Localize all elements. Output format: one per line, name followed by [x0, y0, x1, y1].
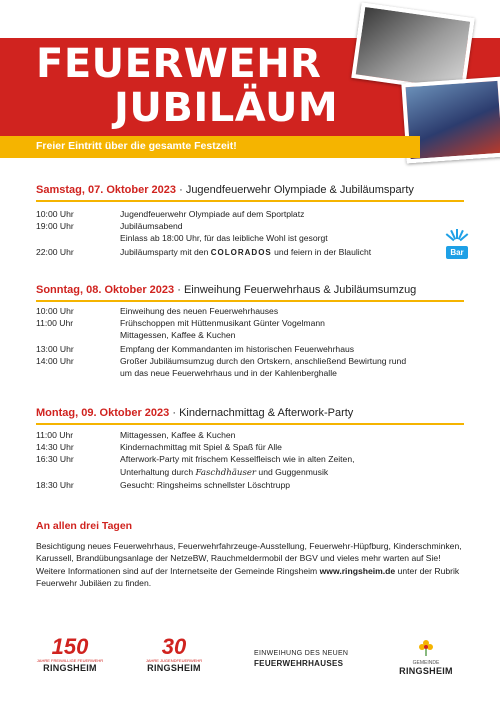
separator: ·	[177, 284, 181, 296]
free-entry-bar	[0, 136, 420, 158]
section-date: Sonntag, 08. Oktober 2023	[36, 284, 175, 296]
section-divider	[36, 423, 464, 425]
section-divider	[36, 300, 464, 302]
separator: ·	[179, 184, 183, 196]
separator: ·	[172, 407, 176, 419]
section-divider	[36, 200, 464, 202]
section-subtitle: Jugendfeuerwehr Olympiade & Jubiläumsparty	[185, 184, 414, 196]
page-title	[36, 42, 338, 130]
logo-150-years: 150 JAHRE FREIWILLIGE FEUERWEHR RINGSHEIM	[36, 634, 104, 673]
free-entry-text: Freier Eintritt über die gesamte Festzeit!	[36, 140, 237, 152]
band-name: COLORADOS	[210, 248, 272, 257]
bar-label: Bar	[446, 246, 468, 259]
section-monday-heading	[36, 407, 353, 419]
section-saturday-heading	[36, 184, 414, 196]
logo-30-years: 30 JAHRE JUGENDFEUERWEHR RINGSHEIM	[145, 634, 203, 673]
section-subtitle: Einweihung Feuerwehrhaus & Jubiläumsumzug	[183, 284, 417, 296]
logo-gemeinde-ringsheim: GEMEINDE RINGSHEIM	[396, 638, 456, 676]
website-link[interactable]: www.ringsheim.de	[319, 565, 396, 576]
section-sunday-heading	[36, 284, 416, 296]
all-days-heading: An allen drei Tagen	[36, 520, 133, 532]
section-subtitle: Kindernachmittag & Afterwork-Party	[179, 407, 354, 419]
title-line2: JUBILÄUM	[114, 85, 339, 131]
title-line1: FEUERWEHR	[36, 41, 322, 87]
band-name: Faschdhäuser	[195, 468, 257, 478]
blaulicht-bar-logo	[438, 229, 476, 259]
flower-icon	[417, 638, 435, 656]
section-date: Samstag, 07. Oktober 2023	[36, 184, 177, 196]
section-date: Montag, 09. Oktober 2023	[36, 407, 170, 419]
logo-inauguration: EINWEIHUNG DES NEUEN FEUERWEHRHAUSES	[254, 650, 349, 668]
all-days-description: Besichtigung neues Feuerwehrhaus, Feuerwehrfahrzeuge-Ausstellung, Feuerwehr-Hüpfburg, Kinderschminken, Karussell, Brandübungsanlage der NetzeBW, Rauchmeldermobil der BGV und vieles mehr warten auf Sie! Weitere Informationen sind auf der Internetseite der Gemeinde Ringsheim www.ringsheim.de unter der Rubrik Feuerwehr Jubiläen zu finden.	[36, 541, 462, 589]
